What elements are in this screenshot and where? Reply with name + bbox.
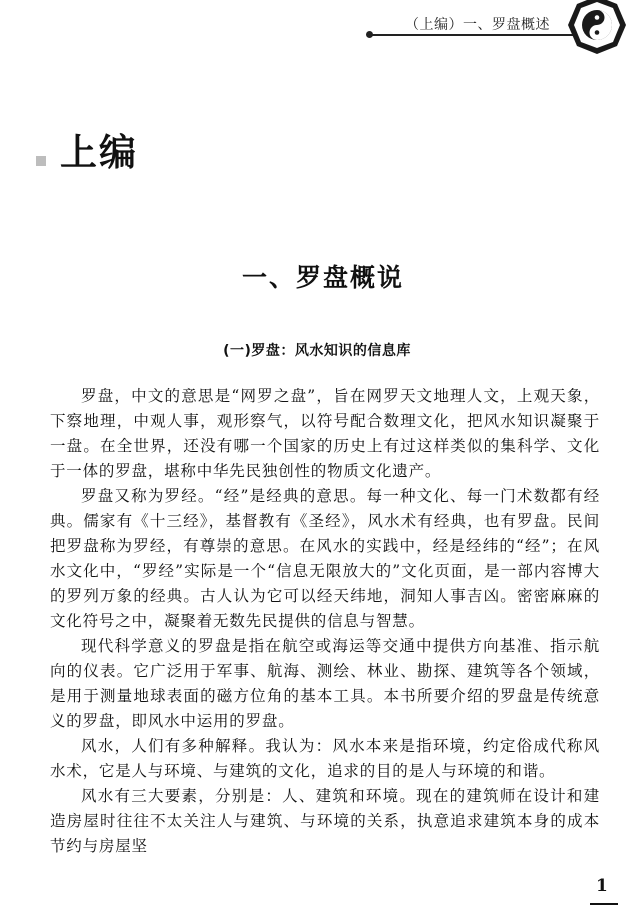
paragraph: 现代科学意义的罗盘是指在航空或海运等交通中提供方向基准、指示航向的仪表。它广泛用于军事、航海、测绘、林业、勘探、建筑等各个领域，是用于测量地球表面的磁方位角的基本工具。本书所要介绍的罗盘是传统意义的罗盘，即风水中运用的罗盘。 (50, 637, 600, 730)
header-rule (372, 34, 577, 36)
paragraph: 风水，人们有多种解释。我认为：风水本来是指环境，约定俗成代称风水术，它是人与环境、与建筑的文化，追求的目的是人与环境的和谐。 (50, 737, 600, 780)
page-number: 1 (596, 876, 608, 896)
bagua-yinyang-icon (566, 0, 628, 56)
paragraph: 罗盘，中文的意思是“网罗之盘”，旨在网罗天文地理人文，上观天象，下察地理，中观人事，观形察气，以符号配合数理文化，把风水知识凝聚于一盘。在全世界，还没有哪一个国家的历史上有过这样类似的集科学、文化于一体的罗盘，堪称中华先民独创性的物质文化遗产。 (50, 387, 600, 480)
paragraph: 风水有三大要素，分别是：人、建筑和环境。现在的建筑师在设计和建造房屋时往往不太关注人与建筑、与环境的关系，执意追求建筑本身的成本节约与房屋坚 (50, 787, 600, 855)
running-header: （上编）一、罗盘概述 (405, 17, 550, 33)
part-title-marker (36, 156, 46, 166)
paragraph: 罗盘又称为罗经。“经”是经典的意思。每一种文化、每一门术数都有经典。儒家有《十三经》，基督教有《圣经》，风水术有经典，也有罗盘。民间把罗盘称为罗经，有尊崇的意思。在风水的实践中，经是经纬的“经”；在风水文化中，“罗经”实际是一个“信息无限放大的”文化页面，是一部内容博大的罗列万象的经典。古人认为它可以经天纬地，洞知人事吉凶。密密麻麻的文化符号之中，凝聚着无数先民提供的信息与智慧。 (50, 487, 600, 630)
section-title: (一)罗盘：风水知识的信息库 (223, 343, 411, 359)
chapter-title: 一、罗盘概说 (241, 263, 404, 292)
body-text (50, 384, 600, 859)
part-title: 上编 (60, 130, 138, 174)
page-number-rule (590, 903, 618, 905)
